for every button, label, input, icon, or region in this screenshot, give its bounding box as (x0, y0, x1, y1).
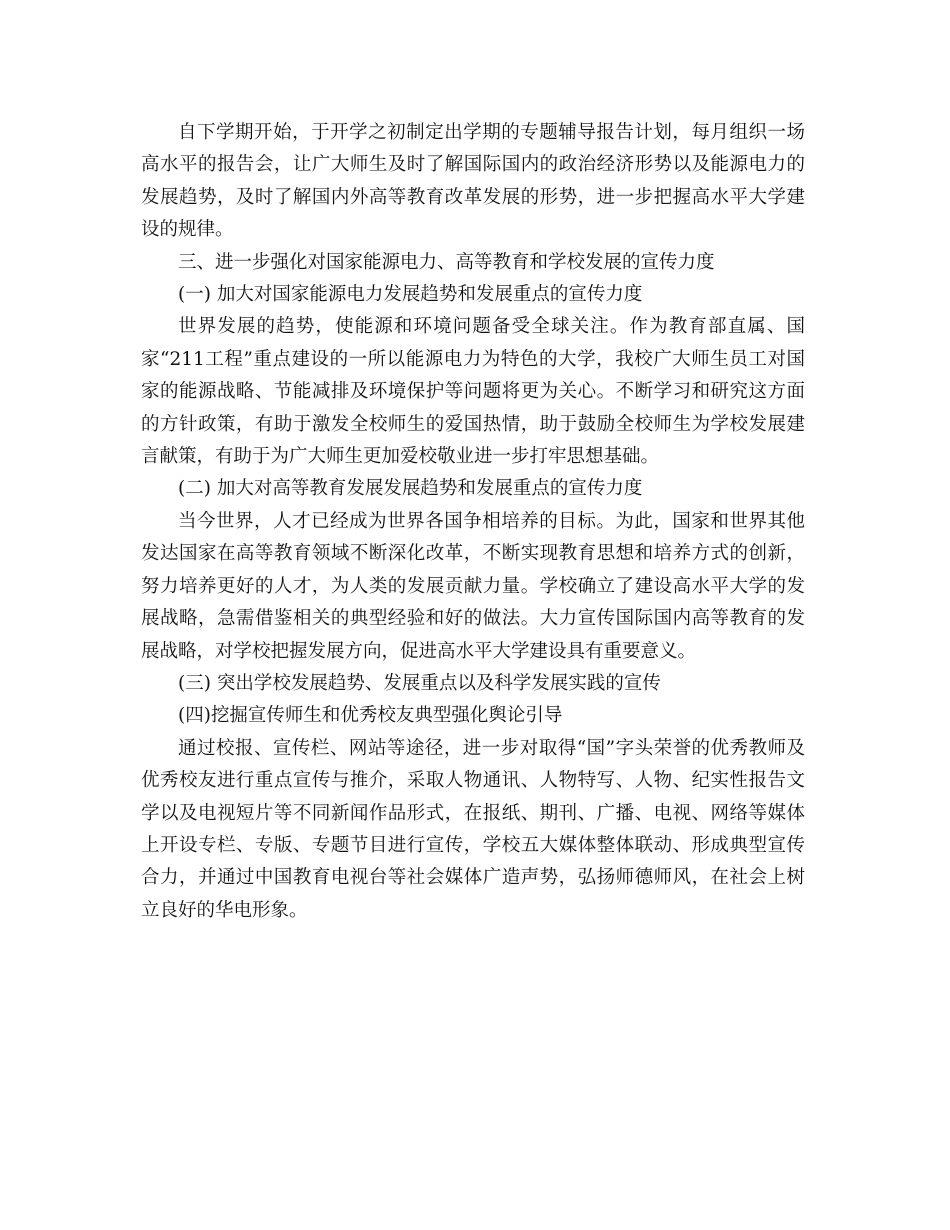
paragraph-lecture-plan: 自下学期开始，于开学之初制定出学期的专题辅导报告计划，每月组织一场高水平的报告会，让广大师生及时了解国际国内的政治经济形势以及能源电力的发展趋势，及时了解国内外高等教育改革发展的形势，进一步把握高水平大学建设的规律。 (141, 122, 805, 241)
subheading-four: (四)挖掘宣传师生和优秀校友典型强化舆论引导 (178, 705, 563, 727)
section-heading-three: 三、进一步强化对国家能源电力、高等教育和学校发展的宣传力度 (178, 251, 715, 273)
subheading-three: (三) 突出学校发展趋势、发展重点以及科学发展实践的宣传 (178, 672, 661, 694)
subheading-two: (二) 加大对高等教育发展发展趋势和发展重点的宣传力度 (178, 478, 643, 500)
paragraph-higher-education: 当今世界，人才已经成为世界各国争相培养的目标。为此，国家和世界其他发达国家在高等教育领域不断深化改革，不断实现教育思想和培养方式的创新，努力培养更好的人才，为人类的发展贡献力量。学校确立了建设高水平大学的发展战略，急需借鉴相关的典型经验和好的做法。大力宣传国际国内高等教育的发展战略，对学校把握发展方向，促进高水平大学建设具有重要意义。 (141, 510, 805, 662)
document-body (141, 117, 805, 927)
paragraph-publicity: 通过校报、宣传栏、网站等途径，进一步对取得“国”字头荣誉的优秀教师及优秀校友进行重点宣传与推介，采取人物通讯、人物特写、人物、纪实性报告文学以及电视短片等不同新闻作品形式，在报纸、期刊、广播、电视、网络等媒体上开设专栏、专版、专题节目进行宣传，学校五大媒体整体联动、形成典型宣传合力，并通过中国教育电视台等社会媒体广造声势，弘扬师德师风，在社会上树立良好的华电形象。 (141, 737, 805, 921)
subheading-one: (一) 加大对国家能源电力发展趋势和发展重点的宣传力度 (178, 284, 643, 306)
paragraph-energy: 世界发展的趋势，使能源和环境问题备受全球关注。作为教育部直属、国家“211工程”重点建设的一所以能源电力为特色的大学，我校广大师生员工对国家的能源战略、节能减排及环境保护等问题将更为关心。不断学习和研究这方面的方针政策，有助于激发全校师生的爱国热情，助于鼓励全校师生为学校发展建言献策，有助于为广大师生更加爱校敬业进一步打牢思想基础。 (141, 316, 805, 468)
